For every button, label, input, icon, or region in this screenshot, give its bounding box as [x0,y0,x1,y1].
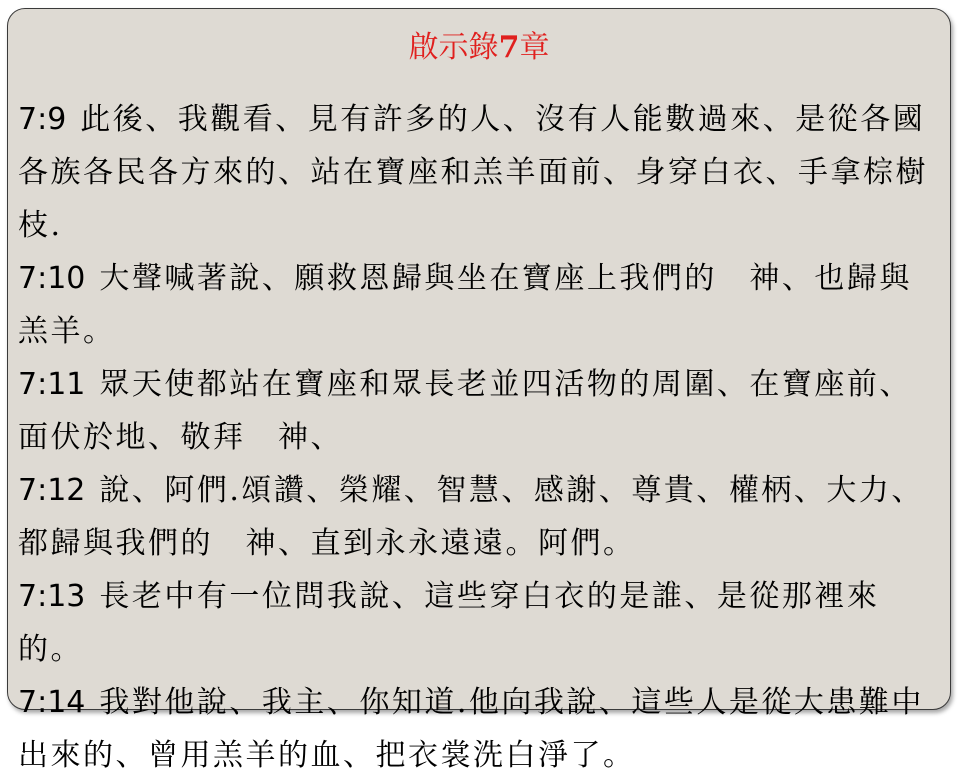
verse-7-9 [18,93,938,252]
verse-number: 7:14 [18,685,86,720]
verse-text: 眾天使都站在寶座和眾長老並四活物的周圍、在寶座前、面伏於地、敬拜 神、 [18,367,912,455]
title-book: 啟示錄 [408,30,499,65]
title-chapter-number: 7 [498,30,520,65]
verse-7-12 [18,464,938,570]
verse-number: 7:10 [18,261,86,296]
verse-text: 我對他說、我主、你知道.他向我說、這些人是從大患難中出來的、曾用羔羊的血、把衣裳洗白淨了。 [18,685,924,773]
verse-7-14 [18,676,938,782]
verse-number: 7:12 [18,473,86,508]
verse-text: 長老中有一位問我說、這些穿白衣的是誰、是從那裡來的。 [18,579,880,667]
verse-list [18,93,938,782]
verse-7-13 [18,570,938,676]
title-chapter-word: 章 [519,30,550,65]
verse-text: 說、阿們.頌讚、榮耀、智慧、感謝、尊貴、權柄、大力、都歸與我們的 神、直到永永遠遠。阿們。 [18,473,924,561]
verse-text: 大聲喊著說、願救恩歸與坐在寶座上我們的 神、也歸與羔羊。 [18,261,912,349]
slide-panel [7,8,951,773]
verse-text: 此後、我觀看、見有許多的人、沒有人能數過來、是從各國各族各民各方來的、站在寶座和羔羊面前、身穿白衣、手拿棕樹枝. [18,102,928,243]
verse-number: 7:9 [18,102,67,137]
verse-number: 7:13 [18,579,86,614]
verse-7-11 [18,358,938,464]
verse-7-10 [18,252,938,358]
verse-number: 7:11 [18,367,86,402]
slide-title [8,31,950,65]
